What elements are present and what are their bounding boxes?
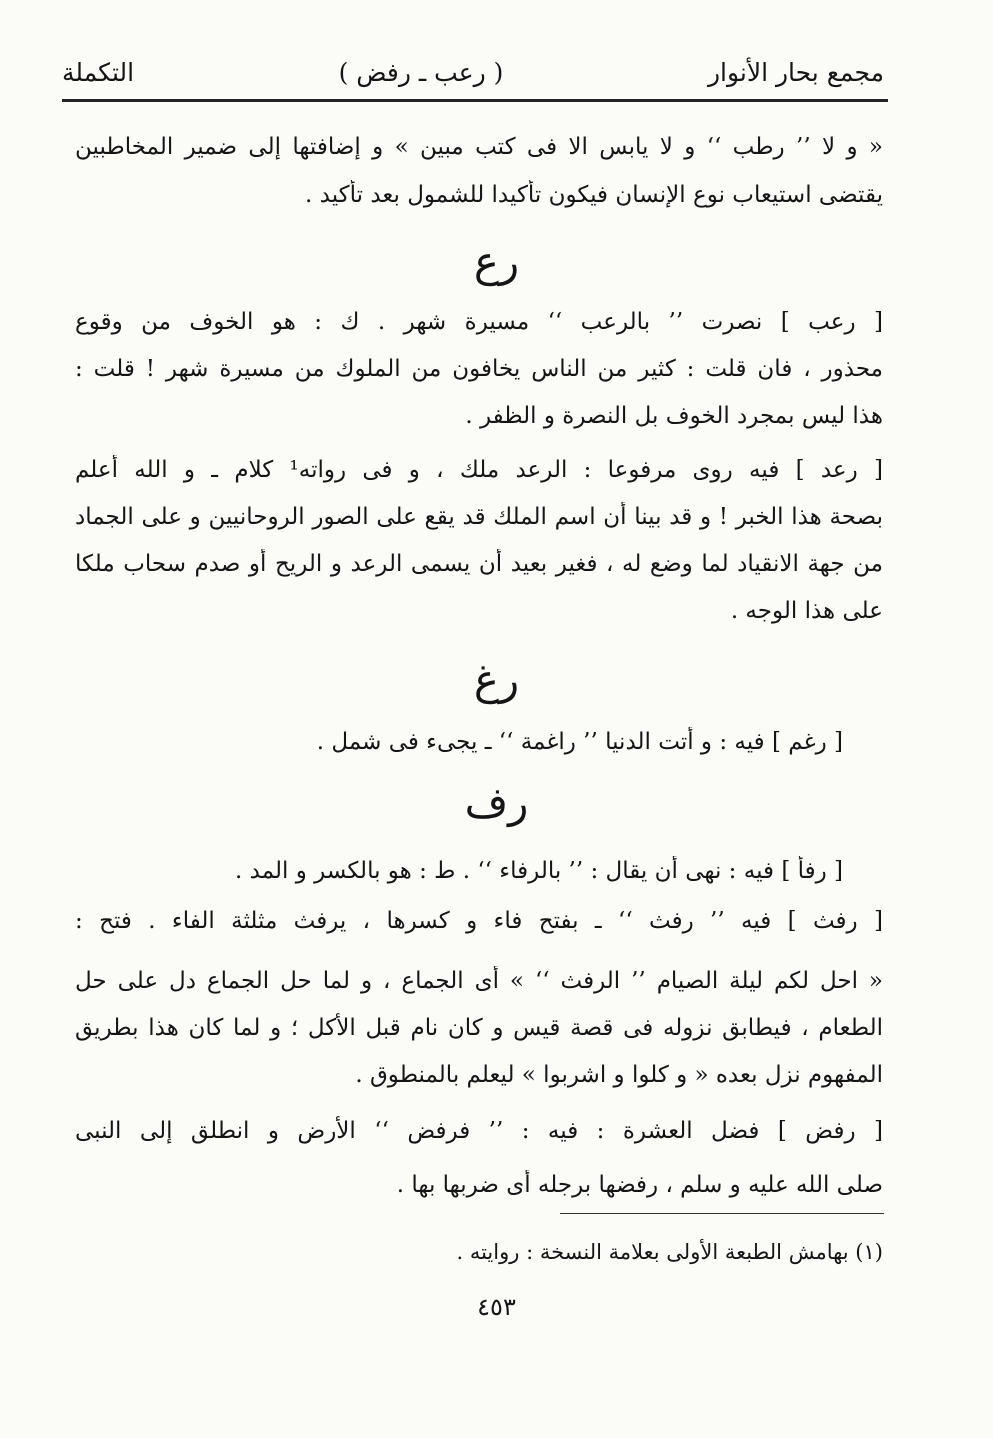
section-heading: رف: [464, 778, 529, 827]
text-line: هذا ليس بمجرد الخوف بل النصرة و الظفر .: [465, 403, 883, 429]
text-line: [ رعب ] نصرت ’’ بالرعب ‘‘ مسيرة شهر . ك : هو الخوف من وقوع: [75, 309, 883, 335]
text-line: [ رعد ] فيه روى مرفوعا : الرعد ملك ، و فى رواته¹ كلام ـ و الله أعلم: [75, 457, 883, 483]
text-line: على هذا الوجه .: [730, 598, 883, 624]
text-line: صلى الله عليه و سلم ، رفضها برجله أى ضربها بها .: [396, 1172, 883, 1198]
running-header: [62, 50, 884, 94]
footnote-rule: [560, 1213, 884, 1214]
footnote: (١) بهامش الطبعة الأولى بعلامة النسخة : روايته .: [456, 1240, 883, 1264]
text-line: « و لا ’’ رطب ‘‘ و لا يابس الا فى كتب مبين » و إضافتها إلى ضمير المخاطبين: [75, 134, 883, 160]
text-line: المفهوم نزل بعده « و كلوا و اشربوا » ليعلم بالمنطوق .: [355, 1062, 883, 1088]
text-line: محذور ، فان قلت : كثير من الناس يخافون من الملوك من مسيرة شهر ! قلت :: [75, 356, 883, 382]
text-line: [ رفأ ] فيه : نهى أن يقال : ’’ بالرفاء ‘‘ . ط : هو بالكسر و المد .: [235, 858, 843, 884]
header-rule: [62, 99, 888, 102]
text-line: [ رغم ] فيه : و أتت الدنيا ’’ راغمة ‘‘ ـ يجىء فى شمل .: [316, 729, 843, 755]
text-line: [ رفث ] فيه ’’ رفث ‘‘ ـ بفتح فاء و كسرها ، يرفث مثلثة الفاء . فتح :: [75, 908, 883, 934]
text-line: « احل لكم ليلة الصيام ’’ الرفث ‘‘ » أى الجماع ، و لما حل الجماع دل على حل: [75, 968, 883, 994]
page-number: ٤٥٣: [477, 1293, 516, 1321]
supplement-label: التكملة: [62, 57, 135, 87]
text-line: بصحة هذا الخبر ! و قد بينا أن اسم الملك قد يقع على الصور الروحانيين و على الجماد: [75, 504, 883, 530]
section-heading: رغ: [473, 655, 520, 704]
section-title: ( رعب ـ رفض ): [338, 57, 504, 87]
text-line: الطعام ، فيطابق نزوله فى قصة قيس و كان نام قبل الأكل ؛ و لما كان هذا بطريق: [75, 1015, 883, 1041]
book-title: مجمع بحار الأنوار: [707, 57, 884, 87]
section-heading: رع: [473, 237, 520, 286]
text-line: [ رفض ] فضل العشرة : فيه : ’’ فرفض ‘‘ الأرض و انطلق إلى النبى: [75, 1118, 883, 1144]
text-line: يقتضى استيعاب نوع الإنسان فيكون تأكيدا للشمول بعد تأكيد .: [305, 182, 883, 208]
text-line: من جهة الانقياد لما وضع له ، فغير بعيد أن يسمى الرعد و الريح أو صدم سحاب ملكا: [75, 551, 883, 577]
